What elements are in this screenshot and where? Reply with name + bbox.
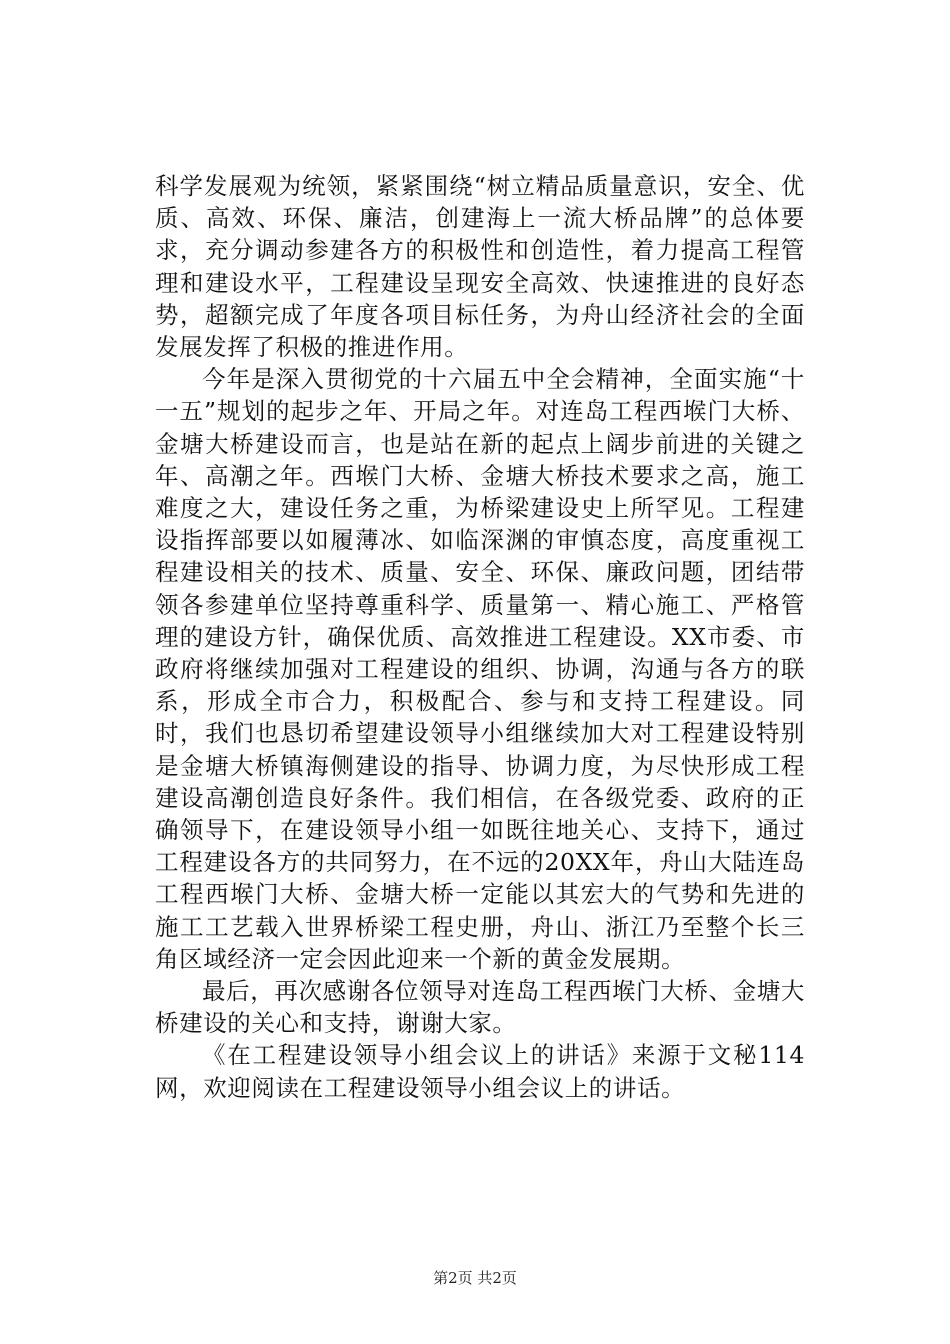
- paragraph-2: 今年是深入贯彻党的十六届五中全会精神，全面实施“十一五”规划的起步之年、开局之年。对连岛工程西堠门大桥、金塘大桥建设而言，也是站在新的起点上阔步前进的关键之年、高潮之年。西堠门大桥、金塘大桥技术要求之高，施工难度之大，建设任务之重，为桥梁建设史上所罕见。工程建设指挥部要以如履薄冰、如临深渊的审慎态度，高度重视工程建设相关的技术、质量、安全、环保、廉政问题，团结带领各参建单位坚持尊重科学、质量第一、精心施工、严格管理的建设方针，确保优质、高效推进工程建设。XX市委、市政府将继续加强对工程建设的组织、协调，沟通与各方的联系，形成全市合力，积极配合、参与和支持工程建设。同时，我们也恳切希望建设领导小组继续加大对工程建设特别是金塘大桥镇海侧建设的指导、协调力度，为尽快形成工程建设高潮创造良好条件。我们相信，在各级党委、政府的正确领导下，在建设领导小组一如既往地关心、支持下，通过工程建设各方的共同努力，在不远的20XX年，舟山大陆连岛工程西堠门大桥、金塘大桥一定能以其宏大的气势和先进的施工工艺载入世界桥梁工程史册，舟山、浙江乃至整个长三角区域经济一定会因此迎来一个新的黄金发展期。: [155, 365, 805, 973]
- page-number-label: 第2页 共2页: [433, 1269, 517, 1287]
- paragraph-1: 科学发展观为统领，紧紧围绕“树立精品质量意识，安全、优质、高效、环保、廉洁，创建海上一流大桥品牌”的总体要求，充分调动参建各方的积极性和创造性，着力提高工程管理和建设水平，工程建设呈现安全高效、快速推进的良好态势，超额完成了年度各项目标任务，为舟山经济社会的全面发展发挥了积极的推进作用。: [155, 172, 805, 362]
- paragraph-4: 《在工程建设领导小组会议上的讲话》来源于文秘114网，欢迎阅读在工程建设领导小组会议上的讲话。: [155, 1041, 805, 1102]
- page-footer: [0, 1268, 950, 1288]
- document-body: [155, 170, 805, 1104]
- paragraph-3: 最后，再次感谢各位领导对连岛工程西堠门大桥、金塘大桥建设的关心和支持，谢谢大家。: [155, 977, 805, 1038]
